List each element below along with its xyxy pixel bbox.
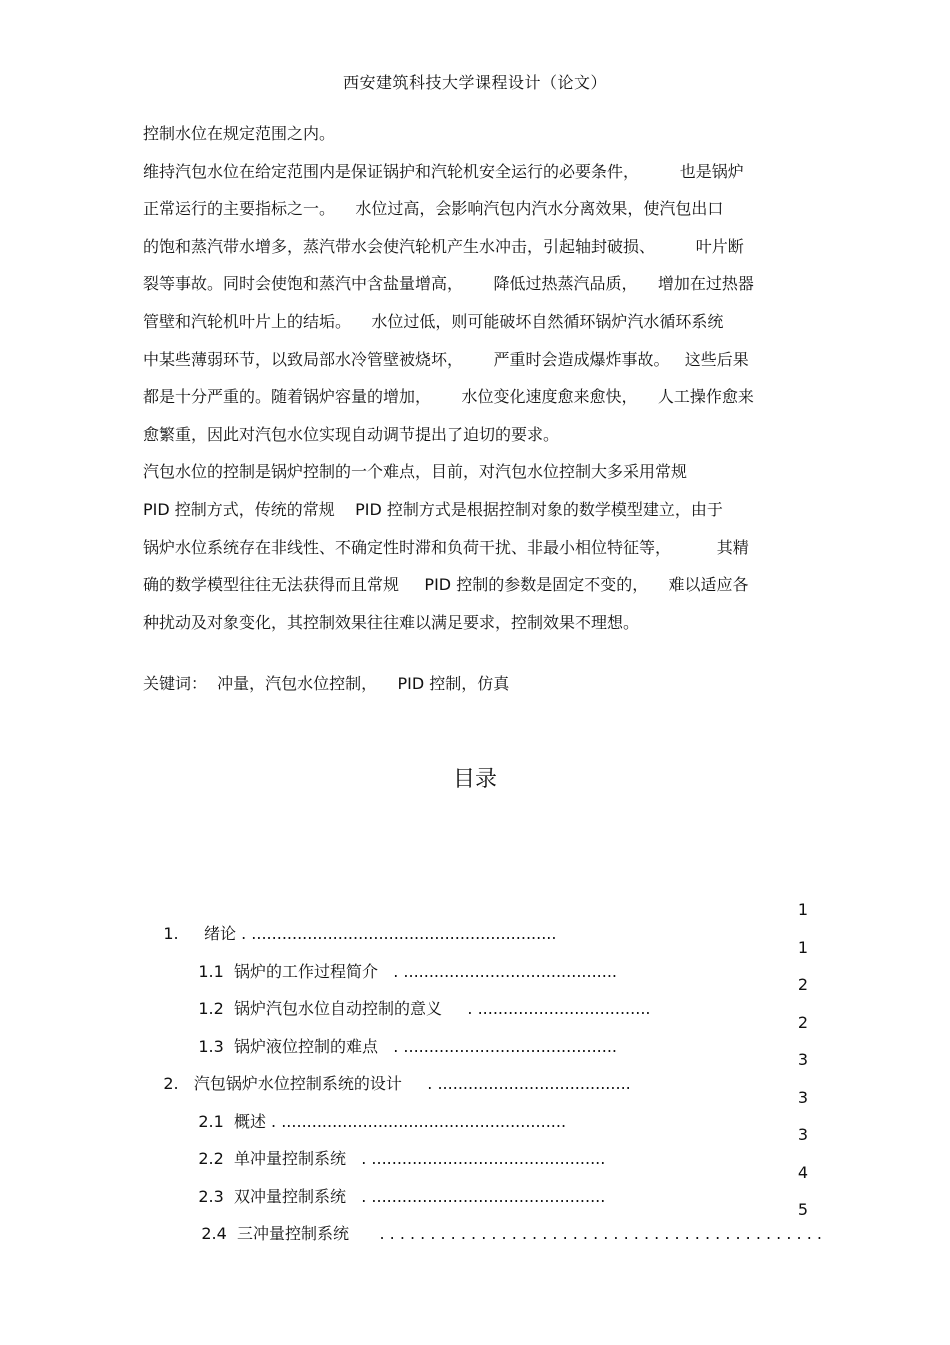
toc-entry[interactable]	[143, 936, 808, 981]
toc-entry-page: 1	[797, 937, 808, 957]
toc-entry-page: 4	[797, 1162, 808, 1182]
toc-entry-label: 1.1 锅炉的工作过程简介 . ..........................................	[198, 961, 618, 981]
toc-entry-page: 3	[797, 1087, 808, 1107]
body-line: 裂等事故。同时会使饱和蒸汽中含盐量增高， 降低过热蒸汽品质， 增加在过热器	[143, 274, 754, 294]
body-line: 确的数学模型往往无法获得而且常规 PID 控制的参数是固定不变的， 难以适应各	[143, 575, 749, 595]
toc-entry[interactable]	[143, 898, 808, 943]
toc-entry-page: 5	[797, 1200, 808, 1219]
body-line: 锅炉水位系统存在非线性、不确定性时滞和负荷干扰、非最小相位特征等， 其精	[143, 537, 749, 557]
table-of-contents	[143, 898, 822, 1243]
body-line: 愈繁重，因此对汽包水位实现自动调节提出了迫切的要求。	[143, 424, 560, 444]
toc-entry-page: 3	[797, 1050, 808, 1069]
toc-entry-label: 1.2 锅炉汽包水位自动控制的意义 . ..................................	[198, 999, 651, 1018]
toc-entry-label: 1. 绪论 . ............................................................	[163, 924, 557, 943]
toc-entry[interactable]	[143, 1198, 822, 1243]
keywords: 关键词： 冲量，汽包水位控制， PID 控制，仿真	[143, 674, 510, 693]
toc-entry-page: 2	[797, 975, 808, 994]
body-line: 都是十分严重的。随着锅炉容量的增加， 水位变化速度愈来愈快， 人工操作愈来	[143, 387, 754, 407]
page-header: 西安建筑科技大学课程设计（论文）	[342, 73, 607, 92]
toc-entry[interactable]	[143, 1161, 808, 1206]
body-line: 管壁和汽轮机叶片上的结垢。 水位过低，则可能破坏自然循环锅炉汽水循环系统	[143, 311, 724, 331]
body-line: 汽包水位的控制是锅炉控制的一个难点，目前，对汽包水位控制大多采用常规	[143, 462, 688, 482]
toc-entry[interactable]	[143, 1086, 808, 1131]
body-line: 维持汽包水位在给定范围内是保证锅护和汽轮机安全运行的必要条件， 也是锅炉	[143, 161, 744, 181]
toc-entry[interactable]	[143, 1048, 808, 1093]
toc-entry[interactable]	[143, 1011, 808, 1056]
body-text	[143, 122, 808, 648]
toc-entry-label: 2.3 双冲量控制系统 . ..............................................	[198, 1186, 606, 1206]
body-line: 中某些薄弱环节，以致局部水冷管壁被烧坏， 严重时会造成爆炸事故。 这些后果	[143, 349, 749, 369]
body-line: 控制水位在规定范围之内。	[143, 124, 336, 143]
body-line: PID 控制方式，传统的常规 PID 控制方式是根据控制对象的数学模型建立，由于	[143, 499, 723, 519]
toc-entry[interactable]	[143, 973, 808, 1018]
toc-entry-label: 2. 汽包锅炉水位控制系统的设计 . ......................................	[163, 1074, 631, 1093]
toc-entry-page: 2	[797, 1012, 808, 1032]
toc-entry[interactable]	[143, 1123, 808, 1168]
body-line: 正常运行的主要指标之一。 水位过高，会影响汽包内汽水分离效果，使汽包出口	[143, 199, 724, 219]
toc-entry-label: 2.1 概述 . ........................................................	[198, 1111, 567, 1131]
body-line: 种扰动及对象变化，其控制效果往往难以满足要求，控制效果不理想。	[143, 612, 640, 632]
toc-entry-page: 3	[797, 1125, 808, 1144]
body-line: 的饱和蒸汽带水增多，蒸汽带水会使汽轮机产生水冲击，引起轴封破损、 叶片断	[143, 236, 744, 256]
toc-entry-page: 1	[797, 900, 808, 919]
toc-entry-label: 2.4 三冲量控制系统 . . . . . . . . . . . . . . . . . . . . . . . . . . . . . . . . . . . . . . . . . . . .	[201, 1224, 822, 1243]
toc-title: 目录	[452, 767, 497, 792]
toc-entry-label: 1.3 锅炉液位控制的难点 . ..........................................	[198, 1036, 618, 1056]
toc-entry-label: 2.2 单冲量控制系统 . ..............................................	[198, 1149, 606, 1168]
